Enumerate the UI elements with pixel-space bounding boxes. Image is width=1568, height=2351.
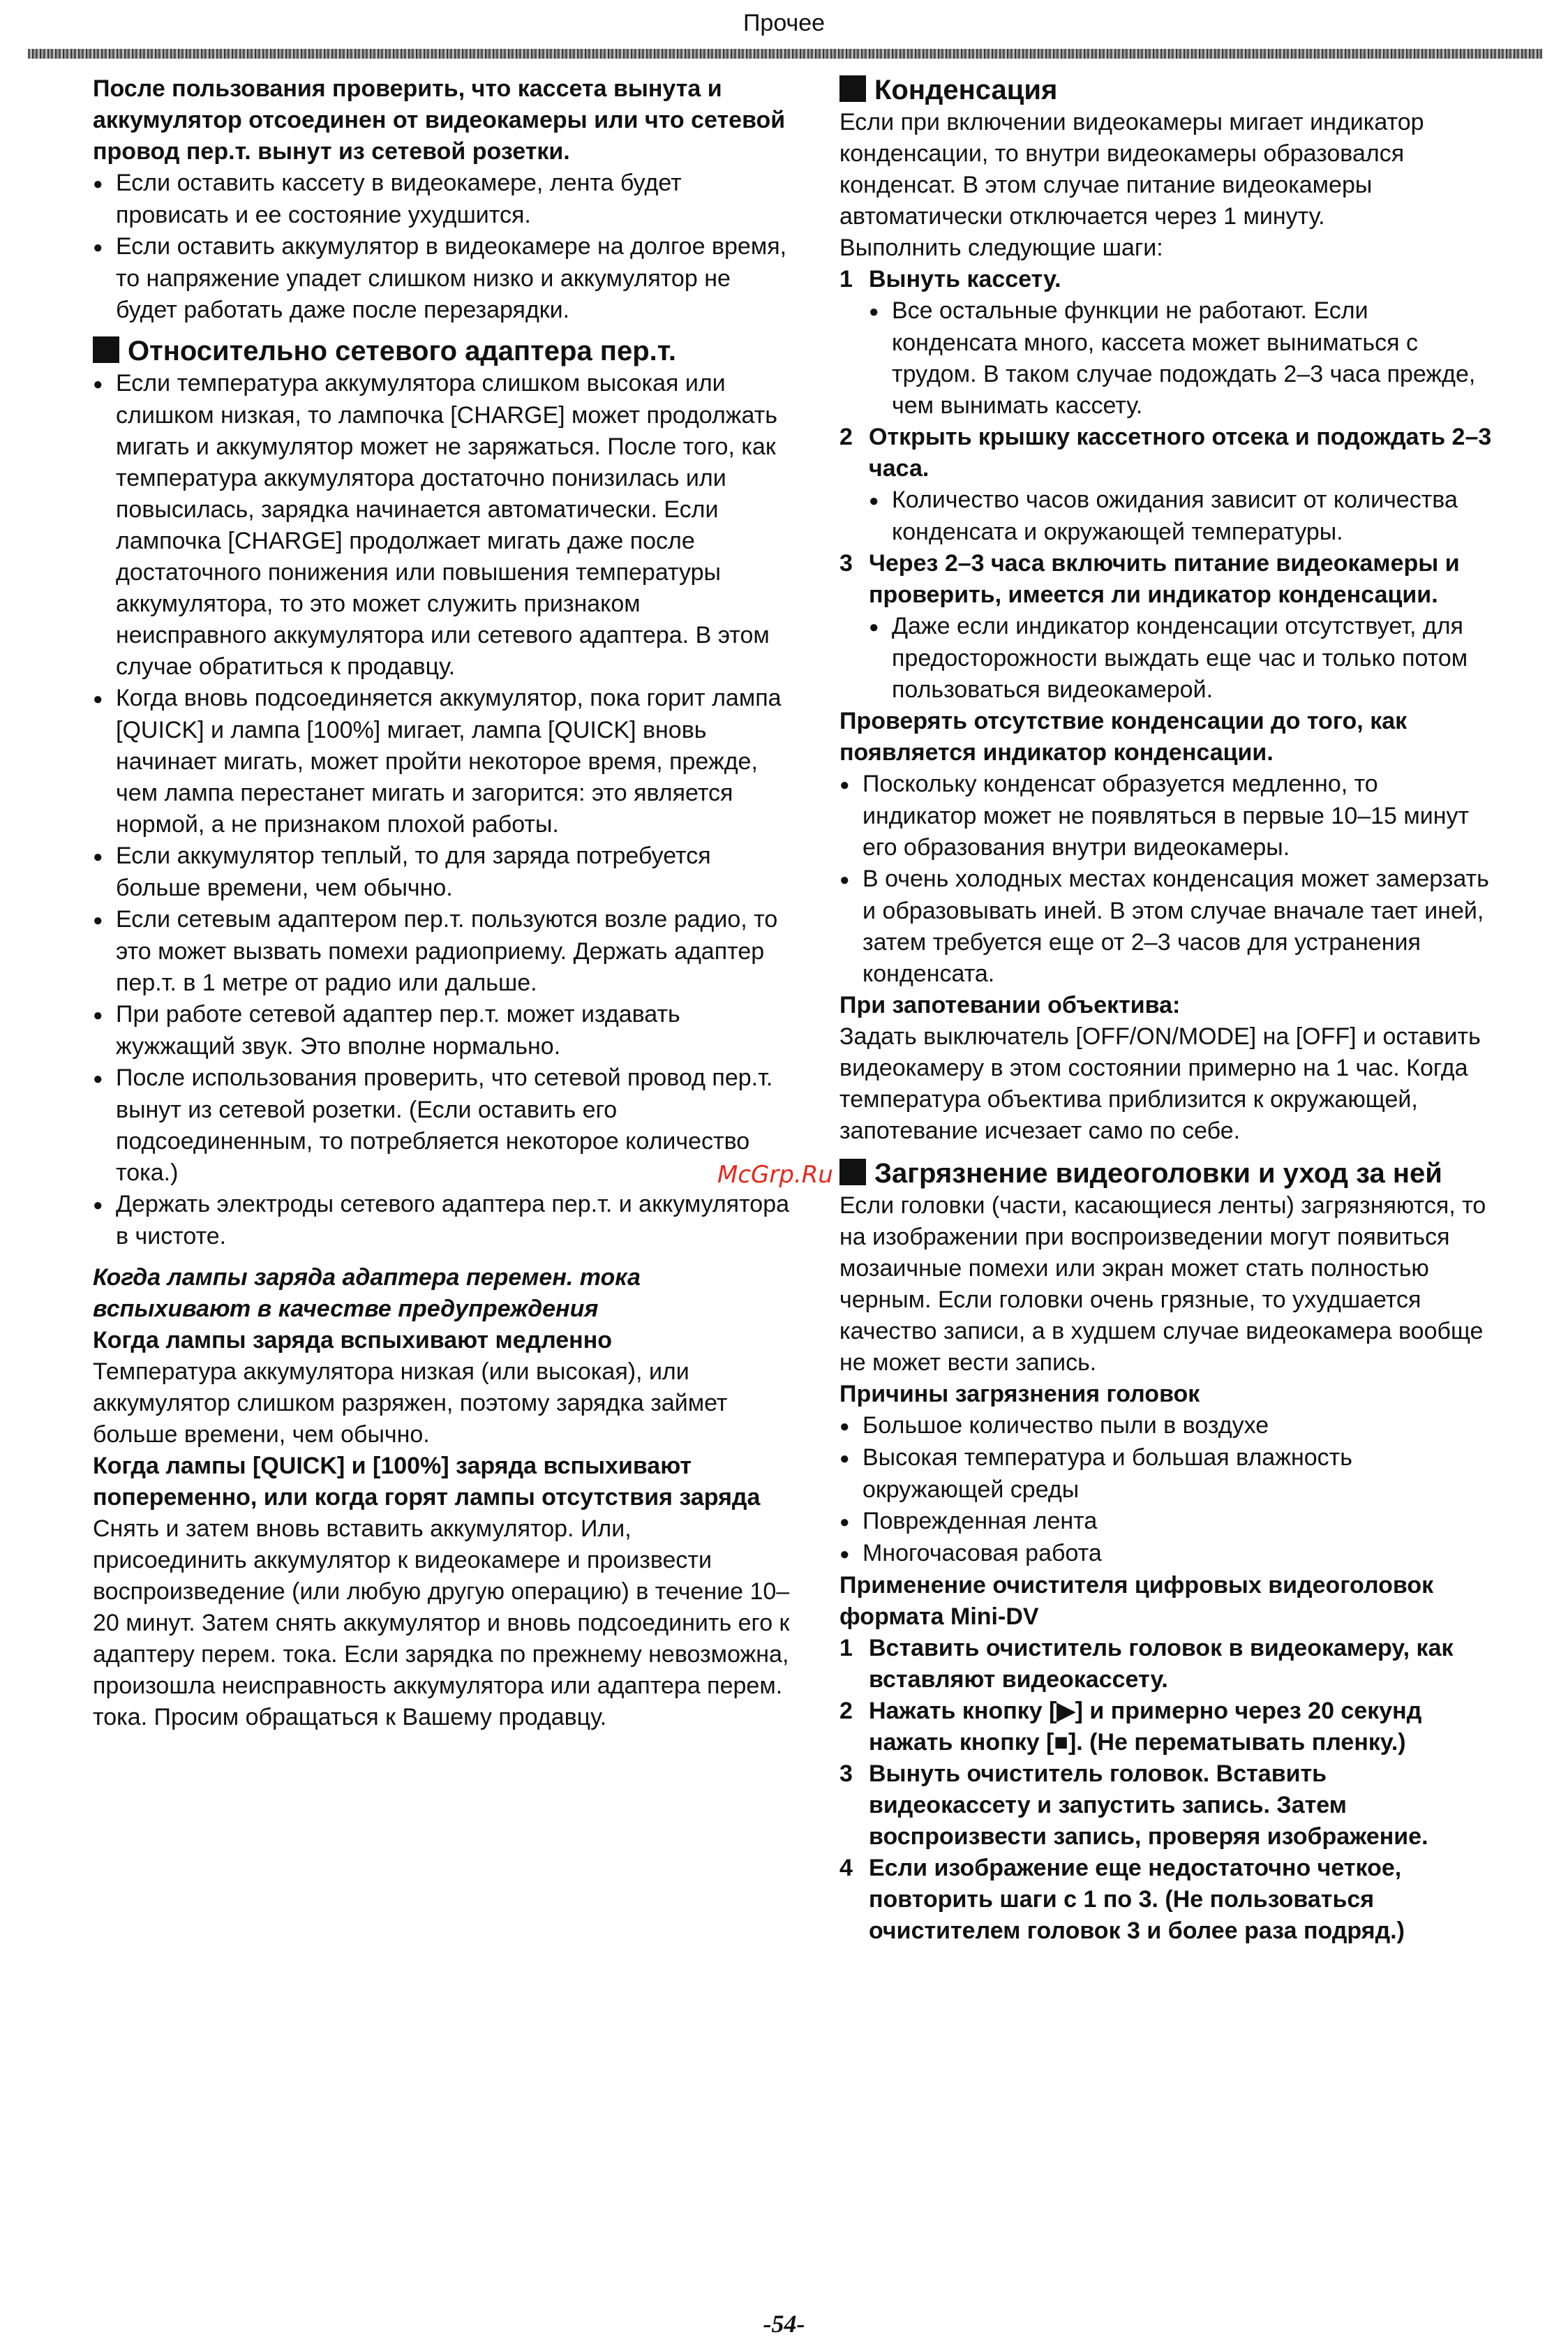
slow-blink-title: Когда лампы заряда вспыхивают медленно — [93, 1327, 612, 1354]
adapter-bullet: ● После использования проверить, что сетевой провод пер.т. вынут из сетевой розетки. (Если оставить его подсоединенным, то потребляется некоторое количество тока.) — [93, 1062, 791, 1189]
left-column — [93, 73, 791, 1733]
warning-title: Когда лампы заряда адаптера перемен. тока вспыхивают в качестве предупреждения — [93, 1264, 641, 1322]
section-square-icon — [839, 75, 866, 102]
slow-blink-text: Температура аккумулятора низкая (или высокая), или аккумулятор слишком разряжен, поэтому зарядка займет больше времени, чем обычно. — [93, 1358, 728, 1448]
adapter-bullet: ● Держать электроды сетевого адаптера пер.т. и аккумулятора в чистоте. — [93, 1189, 791, 1252]
adapter-bullet: ● Если сетевым адаптером пер.т. пользуются возле радио, то это может вызвать помехи радиоприему. Держать адаптер пер.т. в 1 метре от радио или дальше. — [93, 904, 791, 999]
intro-bullet: ● Если оставить аккумулятор в видеокамере на долгое время, то напряжение упадет слишком низко и аккумулятор не будет работать даже после перезарядки. — [93, 231, 791, 326]
section-heads-title: Загрязнение видеоголовки и уход за ней — [839, 1157, 1492, 1190]
cause-item: ● Поврежденная лента — [839, 1506, 1492, 1538]
lens-text: Задать выключатель [OFF/ON/MODE] на [OFF] и оставить видеокамеру в этом состоянии примерно на 1 час. Когда температура объектива приблизится к окружающей, запотевание исчезает само по себе. — [839, 1023, 1481, 1144]
intro-bold: После пользования проверить, что кассета вынута и аккумулятор отсоединен от видеокамеры или что сетевой провод пер.т. вынут из сетевой розетки. — [93, 75, 786, 165]
cause-item: ● Большое количество пыли в воздухе — [839, 1410, 1492, 1442]
adapter-bullet: ● Если аккумулятор теплый, то для заряда потребуется больше времени, чем обычно. — [93, 840, 791, 904]
page-header: Прочее — [742, 10, 826, 36]
alt-blink-text: Снять и затем вновь вставить аккумулятор. Или, присоединить аккумулятор к видеокамере и произвести воспроизведение (или любую другую операцию) в течение 10–20 минут. Затем снять аккумулятор и вновь подсоединить его к адаптеру перем. тока. Если зарядка по прежнему невозможна, произошла неисправность аккумулятора или адаптера перем. тока. Просим обращаться к Вашему продавцу. — [93, 1515, 790, 1730]
cleaner-step: 4 Если изображение еще недостаточно четкое, повторить шаги с 1 по 3. (Не пользоваться очистителем головок 3 и более раза подряд.) — [839, 1855, 1405, 1944]
condensation-step: 1 Вынуть кассету. — [839, 266, 1061, 292]
watermark: McGrp.Ru — [717, 1161, 833, 1189]
cleaner-step: 2 Нажать кнопку [▶] и примерно через 20 секунд нажать кнопку [■]. (Не перематывать пленку.) — [839, 1698, 1422, 1756]
heads-text: Если головки (части, касающиеся ленты) загрязняются, то на изображении при воспроизведении могут появиться мозаичные помехи или экран может стать полностью черным. Если головки очень грязные, то ухудшается качество записи, а в худшем случае видеокамера вообще не может вести запись. — [839, 1192, 1486, 1376]
adapter-bullet: ● При работе сетевой адаптер пер.т. может издавать жужжащий звук. Это вполне нормально. — [93, 999, 791, 1062]
alt-blink-title: Когда лампы [QUICK] и [100%] заряда вспыхивают попеременно, или когда горят лампы отсутствия заряда — [93, 1453, 761, 1511]
section-condensation-title: Конденсация — [839, 73, 1492, 107]
condensation-steps-intro: Выполнить следующие шаги: — [839, 235, 1163, 261]
causes-title: Причины загрязнения головок — [839, 1381, 1200, 1407]
cleaner-step: 1 Вставить очиститель головок в видеокамеру, как вставляют видеокассету. — [839, 1635, 1454, 1693]
cleaner-step: 3 Вынуть очиститель головок. Вставить видеокассету и запустить запись. Затем воспроизвести запись, проверяя изображение. — [839, 1760, 1428, 1850]
right-column — [839, 73, 1492, 1947]
condensation-step: 2 Открыть крышку кассетного отсека и подождать 2–3 часа. — [839, 424, 1492, 482]
cause-item: ● Многочасовая работа — [839, 1538, 1492, 1570]
section-adapter-title: Относительно сетевого адаптера пер.т. — [93, 334, 791, 368]
section-square-icon — [839, 1159, 866, 1185]
condensation-step: 3 Через 2–3 часа включить питание видеокамеры и проверить, имеется ли индикатор конденсации. — [839, 550, 1460, 608]
condensation-text: Если при включении видеокамеры мигает индикатор конденсации, то внутри видеокамеры образовался конденсат. В этом случае питание видеокамеры автоматически отключается через 1 минуту. — [839, 109, 1424, 230]
adapter-bullet: ● Если температура аккумулятора слишком высокая или слишком низкая, то лампочка [CHARGE] может продолжать мигать и аккумулятор может не заряжаться. После того, как температура аккумулятора достаточно понизилась или повысилась, зарядка начинается автоматически. Если лампочка [CHARGE] продолжает мигать даже после достаточного понижения или повышения температуры аккумулятора, то это может служить признаком неисправного аккумулятора или сетевого адаптера. В этом случае обратиться к продавцу. — [93, 368, 791, 683]
section-square-icon — [93, 336, 119, 363]
cause-item: ● Высокая температура и большая влажность окружающей среды — [839, 1442, 1492, 1506]
adapter-bullet: ● Когда вновь подсоединяется аккумулятор, пока горит лампа [QUICK] и лампа [100%] мигает, лампа [QUICK] вновь начинает мигать, может пройти некоторое время, прежде, чем лампа перестанет мигать и загорится: это является нормой, а не признаком плохой работы. — [93, 683, 791, 840]
condensation-step-note: ● Даже если индикатор конденсации отсутствует, для предосторожности выждать еще час и только потом пользоваться видеокамерой. — [869, 611, 1492, 706]
page-number: -54- — [763, 2310, 805, 2338]
condensation-step-note: ● Количество часов ожидания зависит от количества конденсата и окружающей температуры. — [869, 484, 1492, 548]
intro-bullet: ● Если оставить кассету в видеокамере, лента будет провисать и ее состояние ухудшится. — [93, 168, 791, 231]
check-bullet: ● В очень холодных местах конденсация может замерзать и образовывать иней. В этом случае вначале тает иней, затем требуется еще от 2–3 часов для устранения конденсата. — [839, 863, 1492, 990]
condensation-step-note: ● Все остальные функции не работают. Если конденсата много, кассета может выниматься с трудом. В таком случае подождать 2–3 часа прежде, чем вынимать кассету. — [869, 295, 1492, 422]
check-bullet: ● Поскольку конденсат образуется медленно, то индикатор может не появляться в первые 10–15 минут его образования внутри видеокамеры. — [839, 769, 1492, 863]
header-rule — [28, 49, 1542, 59]
check-title: Проверять отсутствие конденсации до того, как появляется индикатор конденсации. — [839, 708, 1408, 766]
lens-title: При запотевании объектива: — [839, 992, 1181, 1018]
cleaner-title: Применение очистителя цифровых видеоголовок формата Mini-DV — [839, 1572, 1434, 1630]
